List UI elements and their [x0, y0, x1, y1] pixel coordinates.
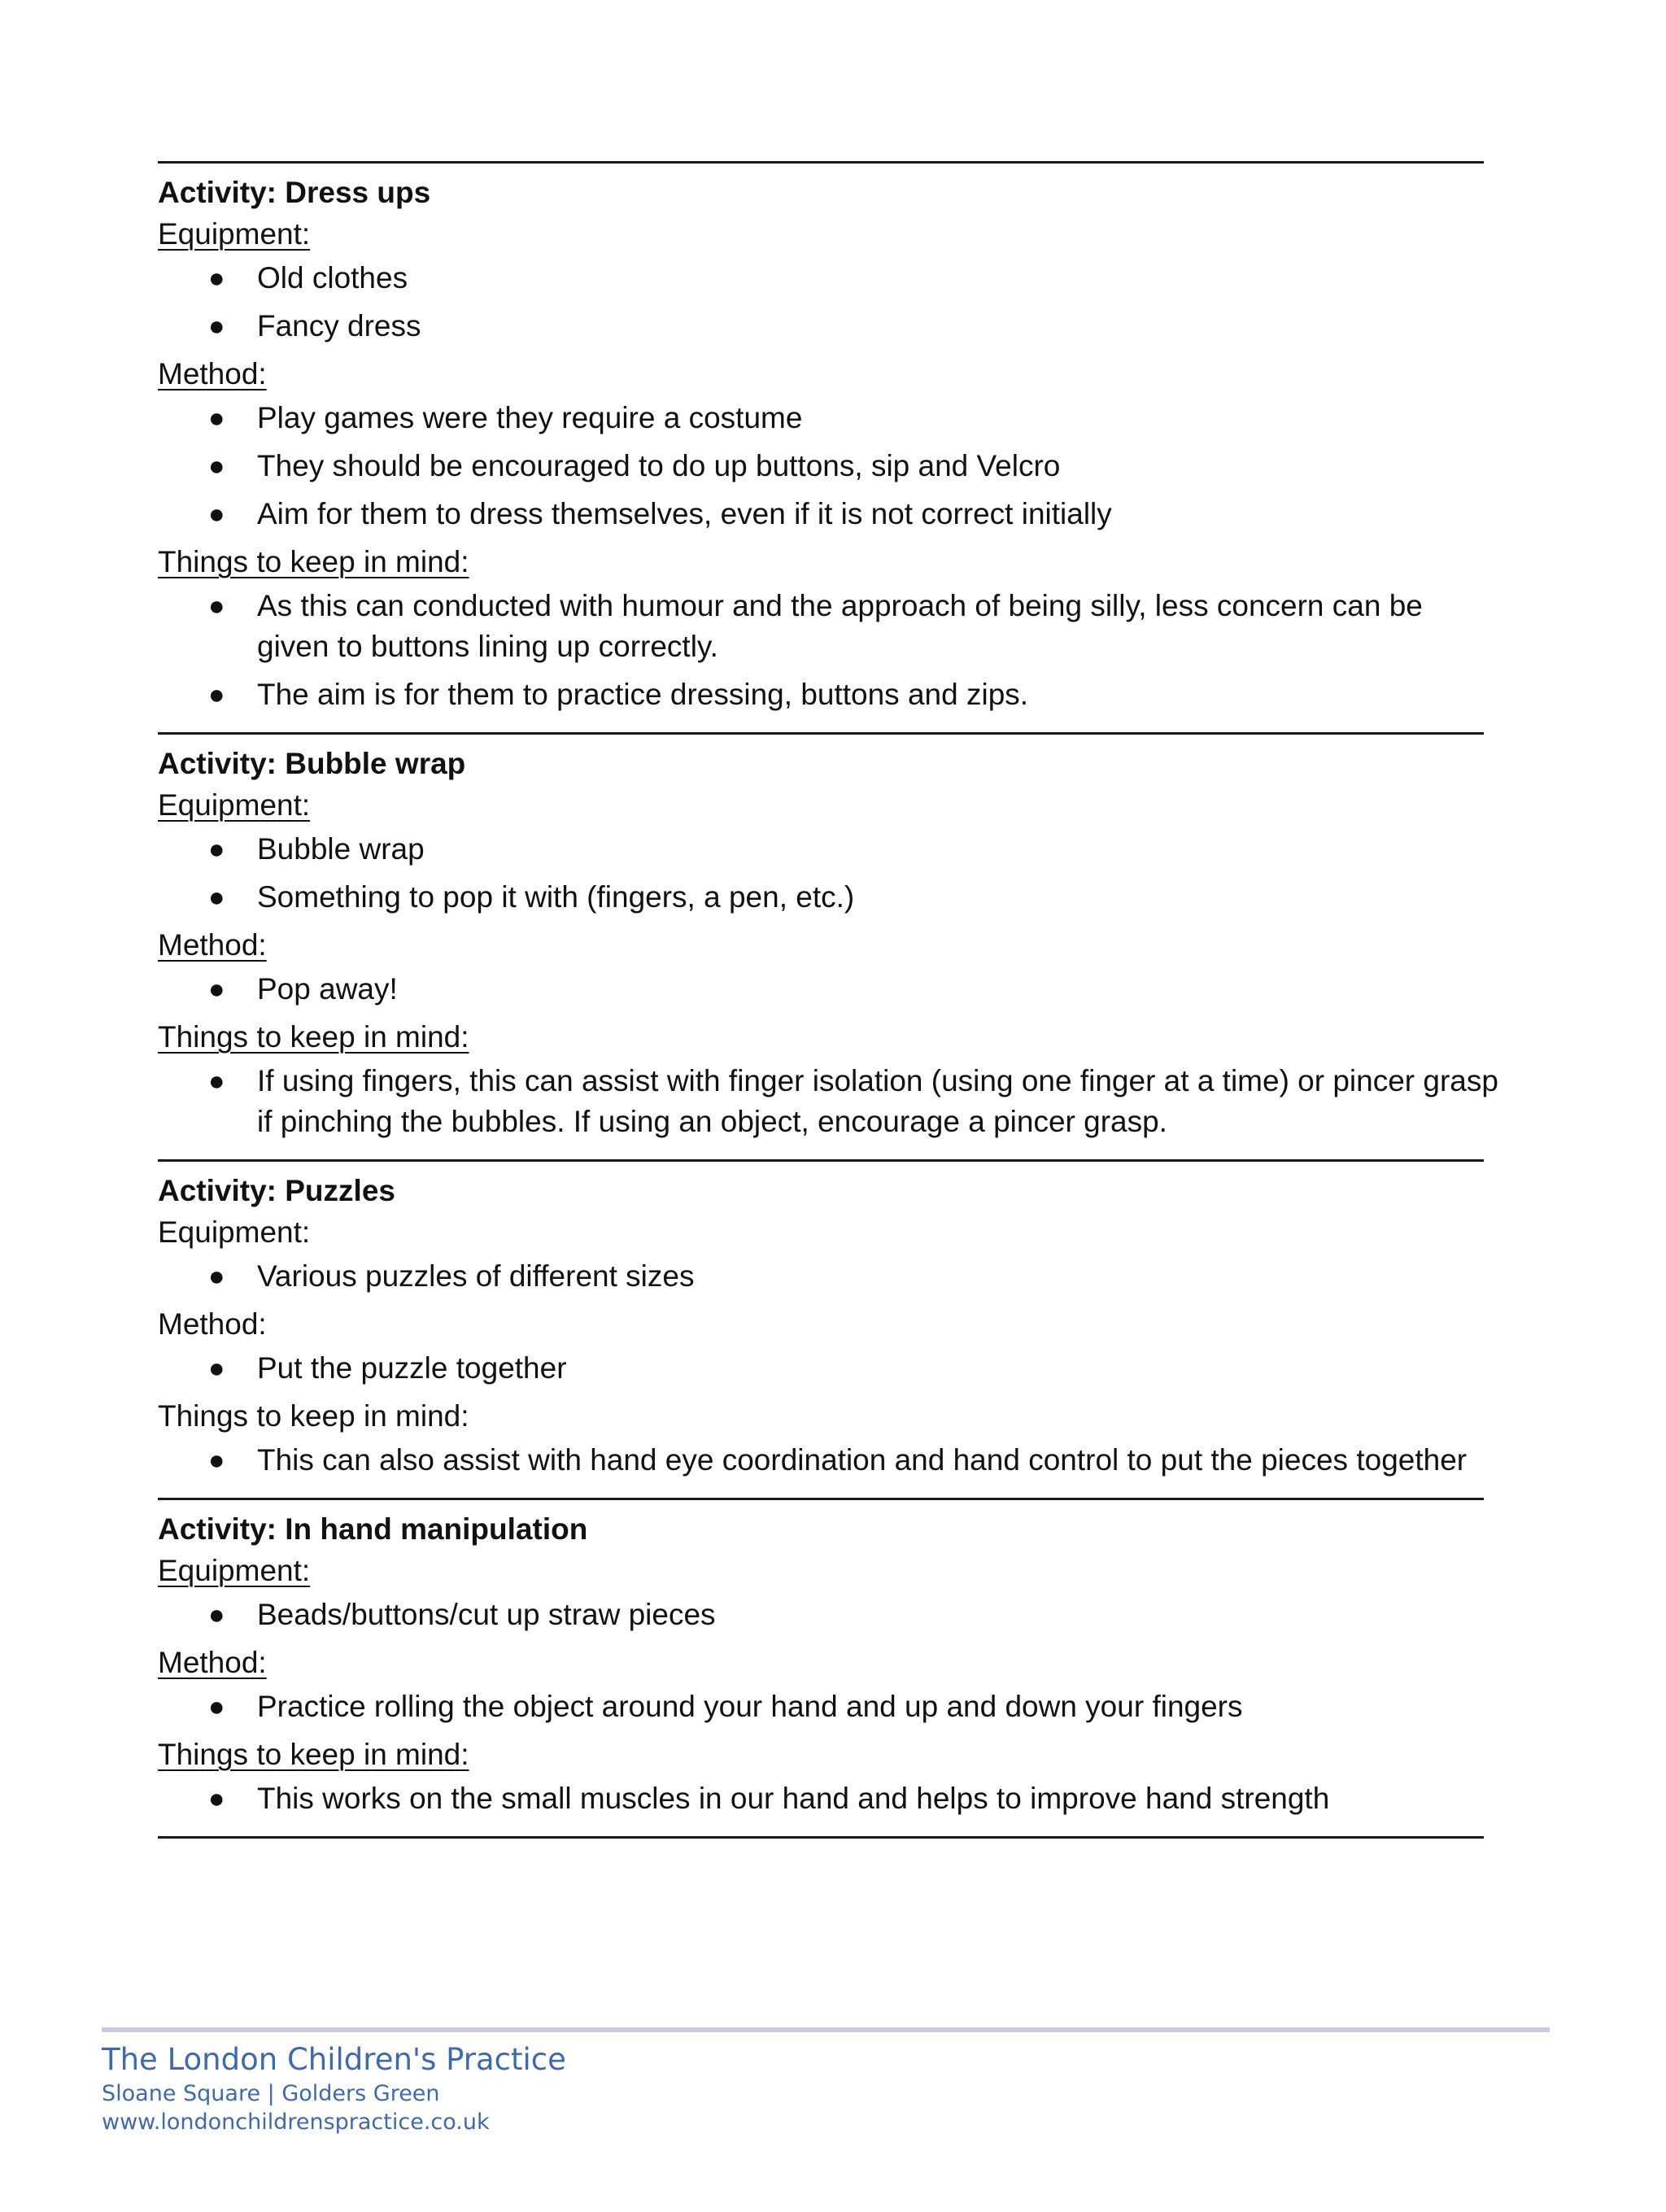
keep-in-mind-list — [158, 1778, 1500, 1819]
activity-title: Activity: Dress ups — [158, 176, 431, 209]
activity-title: Activity: In hand manipulation — [158, 1512, 588, 1546]
list-item-text: Practice rolling the object around your hand and up and down your fingers — [257, 1690, 1243, 1723]
keep-in-mind-list — [158, 1061, 1500, 1142]
keep-in-mind-list — [158, 586, 1500, 715]
list-item-text: Play games were they require a costume — [257, 401, 803, 434]
list-item — [158, 829, 1500, 870]
equipment-list — [158, 258, 1500, 347]
equipment-list — [158, 1256, 1500, 1297]
list-item — [158, 969, 1500, 1010]
list-item — [158, 1348, 1500, 1389]
list-item-text: The aim is for them to practice dressing, buttons and zips. — [257, 678, 1029, 711]
list-item-text: If using fingers, this can assist with finger isolation (using one finger at a time) or pincer grasp if pinching the bubbles. If using an object, encourage a pincer grasp. — [257, 1064, 1498, 1138]
document-body — [158, 161, 1500, 1839]
list-item — [158, 446, 1500, 486]
section-divider — [158, 1836, 1484, 1839]
method-heading: Method: — [158, 928, 267, 962]
activity-title: Activity: Puzzles — [158, 1174, 395, 1207]
list-item — [158, 1778, 1500, 1819]
keep-in-mind-heading: Things to keep in mind: — [158, 545, 469, 578]
list-item — [158, 398, 1500, 438]
bullet-icon: ● — [208, 403, 225, 434]
list-item-text: Put the puzzle together — [257, 1351, 567, 1385]
activity-section — [158, 1162, 1500, 1498]
bullet-icon: ● — [208, 1066, 225, 1097]
list-item-text: They should be encouraged to do up buttons, sip and Velcro — [257, 449, 1061, 482]
bullet-icon: ● — [208, 834, 225, 865]
keep-in-mind-heading: Things to keep in mind: — [158, 1020, 469, 1054]
bullet-icon: ● — [208, 1599, 225, 1630]
method-heading: Method: — [158, 357, 267, 390]
bullet-icon: ● — [208, 1783, 225, 1814]
keep-in-mind-heading: Things to keep in mind: — [158, 1399, 469, 1433]
list-item — [158, 494, 1500, 534]
list-item-text: This can also assist with hand eye coordination and hand control to put the pieces together — [257, 1443, 1468, 1477]
list-item-text: Pop away! — [257, 972, 398, 1006]
equipment-heading: Equipment: — [158, 788, 311, 822]
bullet-icon: ● — [208, 882, 225, 913]
list-item — [158, 258, 1500, 299]
list-item-text: Aim for them to dress themselves, even if it is not correct initially — [257, 497, 1112, 530]
activity-title: Activity: Bubble wrap — [158, 747, 466, 780]
bullet-icon: ● — [208, 1353, 225, 1384]
bullet-icon: ● — [208, 1691, 225, 1722]
method-list — [158, 969, 1500, 1010]
equipment-heading: Equipment: — [158, 217, 311, 251]
keep-in-mind-list — [158, 1440, 1500, 1481]
method-list — [158, 1348, 1500, 1389]
list-item-text: Something to pop it with (fingers, a pen, etc.) — [257, 880, 855, 914]
list-item-text: Various puzzles of different sizes — [257, 1259, 695, 1293]
bullet-icon: ● — [208, 679, 225, 710]
footer-practice-name: The London Children's Practice — [102, 2042, 566, 2077]
list-item-text: Bubble wrap — [257, 832, 425, 866]
activity-section — [158, 164, 1500, 732]
list-item-text: As this can conducted with humour and the approach of being silly, less concern can be given to buttons lining up correctly. — [257, 589, 1423, 663]
footer-website[interactable]: www.londonchildrenspractice.co.uk — [102, 2109, 490, 2135]
list-item-text: Old clothes — [257, 261, 408, 294]
bullet-icon: ● — [208, 591, 225, 622]
list-item — [158, 1440, 1500, 1481]
page-footer — [102, 2027, 1550, 2136]
equipment-list — [158, 1595, 1500, 1635]
method-list — [158, 1686, 1500, 1727]
list-item — [158, 1256, 1500, 1297]
bullet-icon: ● — [208, 499, 225, 530]
list-item — [158, 1595, 1500, 1635]
bullet-icon: ● — [208, 1261, 225, 1292]
activity-section — [158, 735, 1500, 1159]
list-item — [158, 1061, 1500, 1142]
list-item — [158, 1686, 1500, 1727]
equipment-list — [158, 829, 1500, 918]
list-item-text: This works on the small muscles in our hand and helps to improve hand strength — [257, 1782, 1330, 1815]
activity-section — [158, 1500, 1500, 1836]
keep-in-mind-heading: Things to keep in mind: — [158, 1738, 469, 1771]
footer-locations: Sloane Square | Golders Green — [102, 2081, 440, 2106]
equipment-heading: Equipment: — [158, 1554, 311, 1587]
bullet-icon: ● — [208, 451, 225, 482]
method-heading: Method: — [158, 1646, 267, 1679]
list-item-text: Beads/buttons/cut up straw pieces — [257, 1598, 716, 1631]
footer-divider — [102, 2027, 1550, 2032]
bullet-icon: ● — [208, 311, 225, 342]
list-item — [158, 674, 1500, 715]
bullet-icon: ● — [208, 974, 225, 1005]
list-item — [158, 586, 1500, 667]
list-item — [158, 877, 1500, 918]
list-item-text: Fancy dress — [257, 309, 421, 342]
method-list — [158, 398, 1500, 534]
method-heading: Method: — [158, 1307, 267, 1341]
bullet-icon: ● — [208, 263, 225, 294]
equipment-heading: Equipment: — [158, 1215, 311, 1249]
bullet-icon: ● — [208, 1445, 225, 1476]
list-item — [158, 306, 1500, 347]
